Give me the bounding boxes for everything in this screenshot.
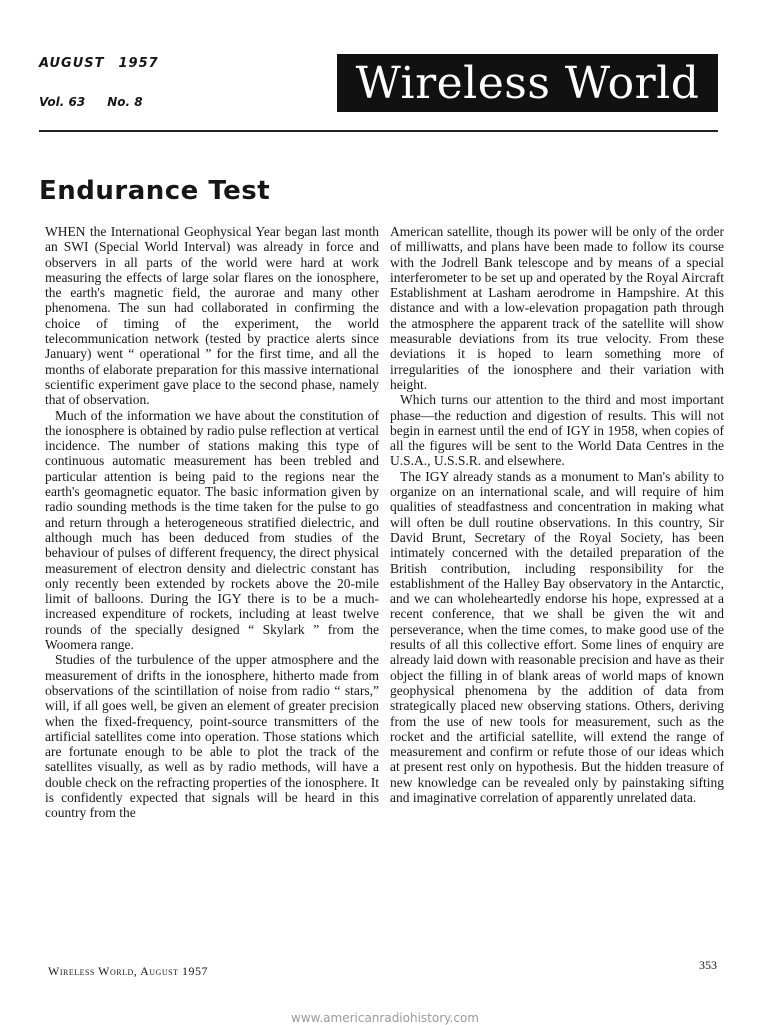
running-footer: Wireless World, August 1957 xyxy=(48,964,208,978)
issue-year: 1957 xyxy=(118,56,159,71)
header-divider xyxy=(39,130,718,132)
paragraph: Much of the information we have about the constitution of the ionosphere is obtained by radio pulse reflection at vertical incidence. The number of stations making this type of continuous automatic measurement has been trebled and particular attention is being paid to the regions near the earth's geomagnetic equator. The basic information given by radio sounding methods is the time taken for the pulse to go and return through a heterogeneous stratified dielectric, and although much has been deduced from studies of the behaviour of pulses of different frequency, the direct physical measurement of electron density and dielectric constant has only recently been extended by rockets above the 20-mile limit of balloons. During the IGY there is to be a much-increased expenditure of rockets, including at least twelve rounds of the specially designed “ Skylark ” from the Woomera range. xyxy=(45,407,379,653)
masthead-logo: Wireless World xyxy=(337,54,718,112)
source-watermark: www.americanradiohistory.com xyxy=(291,1011,479,1025)
paragraph: Which turns our attention to the third and most important phase—the reduction and digestion of results. This will not begin in earnest until the end of IGY in 1958, when copies of all the figures will be sent to the World Data Centres in the U.S.A., U.S.S.R. and elsewhere. xyxy=(390,392,724,469)
volume-label: Vol. 63 xyxy=(39,95,86,109)
paragraph: The IGY already stands as a monument to Man's ability to organize on an international scale, and will require of him qualities of steadfastness and concentration in making what will often be dull routine observations. In this country, Sir David Brunt, Secretary of the Royal Society, has been intimately concerned with the detailed preparation of the British contribution, including responsibility for the establishment of the Halley Bay observatory in the Antarctic, and we can wholeheartedly endorse his hope, expressed at a recent conference, that we shall be given the wit and perseverance, when the time comes, to make good use of the results of all this collective effort. Some lines of enquiry are already laid down with reasonable precision and have as their object the filling in of blank areas of world maps of known geophysical phenomena by the addition of data from strategically placed new observing stations. Others, deriving from the use of new tools for measurement, such as the rocket and the artificial satellite, will extend the range of measurement and confirm or refute those of our ideas which at present rest only on hypothesis. But the hidden treasure of new knowledge can be revealed only by painstaking sifting and imaginative correlation of apparently unrelated data. xyxy=(390,468,724,805)
page-number: 353 xyxy=(699,958,717,972)
paragraph: American satellite, though its power will be only of the order of milliwatts, and plans have been made to follow its course with the Jodrell Bank telescope and by means of a special interferometer to be set up and operated by the Royal Aircraft Establishment at Lasham aerodrome in Hampshire. At this distance and with a low-elevation propagation path through the atmosphere the apparent track of the satellite will show measurable deviations from its true velocity. From these deviations it is hoped to learn something more of irregularities of the ionosphere and their variation with height. xyxy=(390,224,724,392)
paragraph: WHEN the International Geophysical Year began last month an SWI (Special World Interval) was already in force and observers in all parts of the world were hard at work measuring the effects of large solar flares on the ionosphere, the earth's magnetic field, the aurorae and many other phenomena. The sun had collaborated in confirming the choice of timing of the experiment, the world telecommunication network (tested by practice alerts since January) went “ operational ” for the first time, and all the months of elaborate preparation for this massive international scientific experiment gave place to the second phase, namely that of observation. xyxy=(45,224,379,408)
issue-date xyxy=(39,56,159,71)
article-column-left xyxy=(45,224,379,821)
issue-month: AUGUST xyxy=(39,56,105,71)
issue-volume-number xyxy=(39,95,143,109)
article-title: Endurance Test xyxy=(39,176,271,206)
paragraph: Studies of the turbulence of the upper atmosphere and the measurement of drifts in the ionosphere, hitherto made from observations of the scintillation of noise from radio “ stars,” will, if all goes well, be given an element of greater precision when the fixed-frequency, point-source transmitters of the artificial satellites come into operation. Those stations which are fortunate enough to be able to plot the track of the satellites visually, as well as by radio methods, will have a double check on the refracting properties of the ionosphere. It is confidently expected that signals will be heard in this country from the xyxy=(45,652,379,821)
number-label: No. 8 xyxy=(107,95,143,109)
article-column-right xyxy=(390,224,724,805)
